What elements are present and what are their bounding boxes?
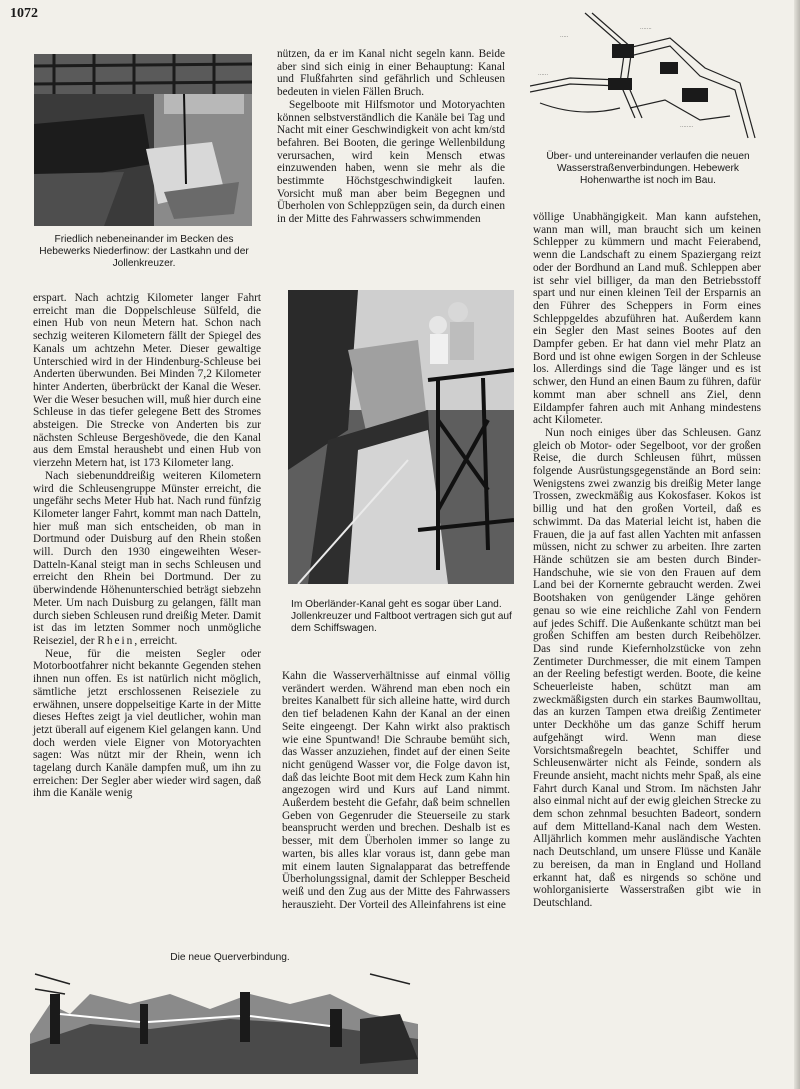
svg-text:········: ········ (680, 124, 694, 130)
photo-boat-trailer-caption: Im Oberländer-Kanal geht es sogar über Land. Jollenkreuzer und Faltboot vertragen sich gut auf dem Schiffswagen. (291, 599, 512, 635)
svg-text:·····: ····· (560, 34, 569, 40)
paragraph-text: Nach siebenunddreißig weiteren Kilometern wird die Schleusengruppe Münster erreicht, die ungefähr sechs Meter Hub hat. Nach rund fünfzig Kilometer langer Fahrt, kommt man nach Datteln, hier muß man sich entscheiden, ob man in Dortmund oder Duisburg auf den Rhein stoßen will. Durch den 1930 eingeweihten Weser-Datteln-Kanal steigt man in sechs Schleusen und erreicht den Rhein bei Dortmund. Der zu überwindende Höhenunterschied beträgt siebzehn Meter. Um nach Duisburg zu gelangen, fällt man durch sieben Schleusen rund dreißig Meter. Damit ist das im letzten Sommer noch unmögliche Reiseziel, der (33, 469, 261, 647)
diagram-title: Die neue Querverbindung. (170, 952, 290, 963)
paragraph: nützen, da er im Kanal nicht segeln kann. Beide aber sind sich einig in einer Behauptung: Kanal und Flußfahrten sind gefährlich und Schleusen bedeuten in vielen Fällen Bruch. (277, 48, 505, 99)
column-2-bottom-text (282, 670, 510, 911)
column-2-top-text (277, 48, 505, 226)
map-caption: Über- und untereinander verlaufen die neuen Wasserstraßenverbindungen. Hebewerk Hohenwarthe ist noch im Bau. (546, 151, 750, 187)
diagram-cross-connection-image (30, 964, 418, 1074)
column-1-text (33, 292, 261, 800)
map-waterway-crossing (530, 8, 762, 140)
photo-boat-trailer (288, 290, 514, 584)
diagram-cross-connection (30, 964, 418, 1074)
paragraph: völlige Unabhängigkeit. Man kann aufstehen, wann man will, man braucht sich um keinen Schlepper zu kümmern und macht Feierabend, wenn die Landschaft zu einem Spaziergang reizt oder der Bordhund an Land muß. Schleppen aber ist sehr viel billiger, da man den Betriebsstoff spart und nur einen kleinen Teil der Ersparnis an den Führer des Scheppers in Form eines Schleppgeldes abzuführen hat. Außerdem kann ein Segler den Mast seines Bootes auf den Dampfer geben. Er hat dann viel mehr Platz an Bord und ist ohne ewigen Sorgen in der Schleuse los. Allerdings sind die Tage länger und es ist schwer, den Hund an einen Baum zu führen, dafür kommt man aber schnell ans Ziel, denn Eildampfer fahren auch mit Anhang mindestens acht Kilometer. (533, 211, 761, 427)
column-3-text (533, 211, 761, 910)
emphasized-word: Rhein (97, 634, 135, 647)
photo-lift-basin-caption: Friedlich nebeneinander im Becken des Hebewerks Niederfinow: der Lastkahn und der Jollenkreuzer. (39, 234, 249, 270)
svg-text:·······: ······· (640, 26, 652, 32)
paragraph: erspart. Nach achtzig Kilometer langer Fahrt erreicht man die Doppelschleuse Sülfeld, die einen Hub von neun Metern hat. Schon nach sechzig weiteren Kilometern fällt der Spiegel des Kanals um achtzehn Meter. Dieser gewaltige Unterschied wird in der Hindenburg-Schleuse bei Anderten überwunden. Bei Minden 7,2 Kilometer hinter Anderten, überbrückt der Kanal die Weser. Wer die Weser besuchen will, muß hier durch eine Schleuse in das tiefer gelegene Bett des Stromes absteigen. Die Strecke von Anderten bis zur nächsten Schleuse Bergeshövede, die den Kanal aus dem Emstal heraushebt und einen Hub von vierzehn Metern hat, ist 173 Kilometer lang. (33, 292, 261, 470)
page-number: 1072 (10, 6, 38, 21)
page-edge-shadow (794, 0, 800, 1089)
paragraph: Kahn die Wasserverhältnisse auf einmal völlig verändert werden. Während man eben noch ein breites Kanalbett für sich alleine hatte, wird durch den tief beladenen Kahn der Kanal an der einen Seite eingeengt. Der Kahn wirkt also praktisch wie eine Spuntwand! Die Schraube bemüht sich, das Wasser anzuziehen, findet auf der einen Seite nicht genügend Wasser vor, die Folge davon ist, daß das leichte Boot mit dem Heck zum Kahn hin angezogen wird und Kurs auf Land nimmt. Außerdem besteht die Gefahr, daß beim schnellen Geben von Gegenruder die Steuerseile zu stark beansprucht werden und brechen. Deshalb ist es besser, mit dem Überholen immer so lange zu warten, bis alles klar voraus ist, dann gebe man mit einem lauten Signalapparat das betreffende Überholungssignal, damit der Schlepper Bescheid weiß und den Zug aus der Mitte des Fahrwassers herauszieht. Der Vorteil des Alleinfahrens ist eine (282, 670, 510, 911)
photo-lift-basin-image (34, 54, 252, 226)
paragraph: Nun noch einiges über das Schleusen. Ganz gleich ob Motor- oder Segelboot, vor der großen Reise, die durch Schleusen führt, müssen folgende Ausrüstungsgegenstände an Bord sein: Wenigstens zwei zwanzig bis dreißig Meter lange Trossen, zweckmäßig aus Kokosfaser. Kokos ist billig und hat den großen Vorteil, daß es schwimmt. Da das Material leicht ist, haben die Frauen, die ja auf fast allen Yachten mit anfassen müssen, nicht zu schwer zu arbeiten. Ihre zarten Hände schützen sie am besten durch Binder-Handschuhe, wie sie von den Frauen auf dem Land bei der Kornernte gebraucht werden. Zwei Bootshaken von genügender Länge gehören genau so wie eine reichliche Zahl von Fendern auf jedes Schiff. Die Außenkante schützt man bei großen Schiffen am besten durch Reibehölzer. Das sind runde Kiefernholzstücke von zehn Zentimeter Durchmesser, die mit einem Tampen an der Reeling befestigt werden. Boote, die keine Scheuerleiste haben, schützt man am zweckmäßigsten durch ein starkes Baumwolltau, das an kurzen Tampen etwa dreißig Zentimeter unter Deckhöhe um das ganze Schiff herum aufgehängt wird. Wenn man diese Vorsichtsmaßregeln beachtet, Schiffer und Schleusenwärter nicht als Feinde, sondern als Freunde ansieht, macht nichts mehr Spaß, als eine Fahrt durch Kanal und Strom. Im nächsten Jahr also einmal nicht auf der ewig gleichen Strecke zu dem schon zehnmal besuchten Badeort, sondern auf dem Mittelland-Kanal nach dem Westen. Alljährlich kommen mehr ausländische Yachten nach Deutschland, um unsere Flüsse und Kanäle zu bereisen, da man in England und Holland erkannt hat, daß es nirgends so schöne und wohlorganisierte Wasserstraßen gibt wie in Deutschland. (533, 426, 761, 909)
paragraph: Neue, für die meisten Segler oder Motorbootfahrer nicht bekannte Gegenden stehen ihnen nun offen. Es ist natürlich nicht möglich, sämtliche jetzt erschlossenen Reiseziele zu erwähnen, unsere doppelseitige Karte in der Mitte dieses Heftes zeigt ja viel deutlicher, wohin man jetzt überall auf eigenem Kiel gelangen kann. Und doch werden viele Eigner von Motoryachten sagen: Was nützt mir der Rhein, wenn ich tagelang durch Kanäle dampfen muß, um ihn zu erreichen: Der Segler aber wieder wird sagen, daß ihm die Kanäle wenig (33, 647, 261, 800)
photo-boat-trailer-image (288, 290, 514, 584)
paragraph-tail: , erreicht. (134, 634, 178, 647)
map-waterway-crossing-image (530, 8, 762, 140)
svg-text:······: ······ (538, 72, 548, 78)
paragraph (33, 470, 261, 648)
photo-lift-basin (34, 54, 252, 226)
paragraph: Segelboote mit Hilfsmotor und Motoryachten können selbstverständlich die Kanäle bei Tag und Nacht mit einer Geschwindigkeit von acht km/std befahren. Bei Booten, die geringe Wellenbildung verursachen, wird kein Mensch etwas einzuwenden haben, wenn sie mehr als die bestimmte Höchstgeschwindigkeit laufen. Vorsicht muß man aber beim Begegnen und Überholen von Schleppzügen sein, da durch einen in der Mitte des Fahrwassers schwimmenden (277, 98, 505, 226)
